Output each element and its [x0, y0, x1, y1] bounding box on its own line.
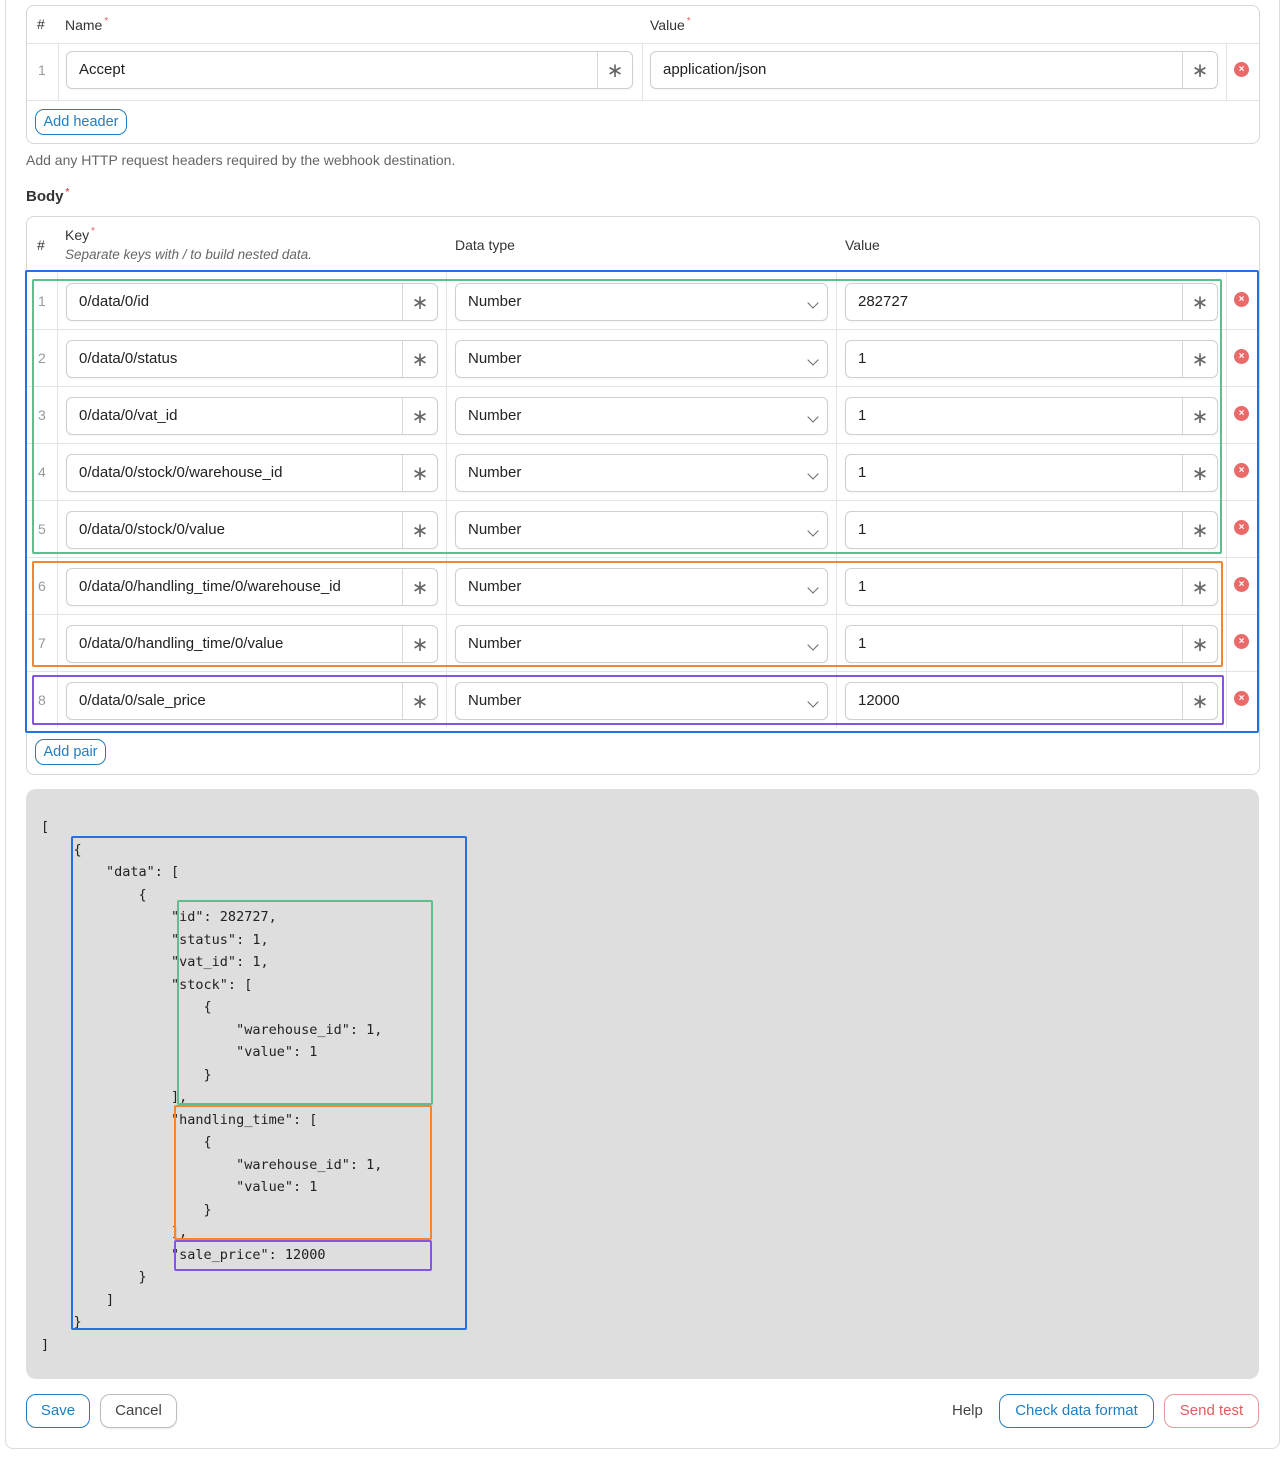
- placeholder-star-icon[interactable]: ∗: [402, 284, 437, 320]
- header-row-number: 1: [38, 62, 46, 78]
- send-test-button[interactable]: Send test: [1164, 1394, 1259, 1428]
- required-marker: *: [91, 226, 96, 237]
- chevron-down-icon: [807, 582, 818, 593]
- placeholder-star-icon[interactable]: ∗: [402, 341, 437, 377]
- column-divider: [446, 443, 447, 500]
- remove-pair-icon[interactable]: ×: [1234, 691, 1249, 706]
- placeholder-star-icon[interactable]: ∗: [402, 683, 437, 719]
- body-value-value: 282727: [858, 293, 909, 310]
- add-header-button[interactable]: Add header: [35, 109, 127, 135]
- column-divider: [446, 614, 447, 671]
- body-key-input[interactable]: [66, 283, 438, 321]
- column-divider: [446, 272, 447, 329]
- json-preview: [26, 789, 1259, 1379]
- body-key-value: 0/data/0/sale_price: [79, 692, 206, 709]
- column-divider: [836, 272, 837, 329]
- data-type-value: Number: [468, 407, 522, 424]
- placeholder-star-icon[interactable]: ∗: [402, 398, 437, 434]
- body-value-input[interactable]: [845, 568, 1218, 606]
- data-type-value: Number: [468, 521, 522, 538]
- body-key-value: 0/data/0/vat_id: [79, 407, 178, 424]
- data-type-select[interactable]: [455, 454, 828, 492]
- save-button[interactable]: Save: [26, 1394, 90, 1428]
- add-pair-button[interactable]: Add pair: [35, 739, 106, 765]
- placeholder-star-icon[interactable]: ∗: [1182, 52, 1217, 88]
- data-type-value: Number: [468, 293, 522, 310]
- column-divider: [57, 671, 58, 728]
- remove-pair-icon[interactable]: ×: [1234, 406, 1249, 421]
- placeholder-star-icon[interactable]: ∗: [1182, 512, 1217, 548]
- data-type-select[interactable]: [455, 283, 828, 321]
- remove-pair-icon[interactable]: ×: [1234, 634, 1249, 649]
- placeholder-star-icon[interactable]: ∗: [1182, 398, 1217, 434]
- data-type-select[interactable]: [455, 568, 828, 606]
- required-marker: *: [104, 16, 109, 27]
- body-row-number: 3: [38, 407, 46, 423]
- column-divider: [57, 329, 58, 386]
- placeholder-star-icon[interactable]: ∗: [402, 512, 437, 548]
- body-row-number: 5: [38, 521, 46, 537]
- column-divider: [836, 614, 837, 671]
- column-divider: [836, 500, 837, 557]
- placeholder-star-icon[interactable]: ∗: [1182, 683, 1217, 719]
- body-value-input[interactable]: [845, 682, 1218, 720]
- column-divider: [446, 671, 447, 728]
- column-divider: [836, 671, 837, 728]
- header-col-value: [650, 16, 691, 33]
- body-col-value: Value: [845, 237, 880, 253]
- placeholder-star-icon[interactable]: ∗: [402, 455, 437, 491]
- header-col-name: [65, 16, 108, 33]
- column-divider: [1226, 671, 1227, 728]
- column-divider: [446, 557, 447, 614]
- column-divider: [446, 386, 447, 443]
- body-row-number: 2: [38, 350, 46, 366]
- body-row-number: 7: [38, 635, 46, 651]
- column-divider: [1226, 557, 1227, 614]
- row-divider: [27, 386, 1257, 387]
- body-row-number: 6: [38, 578, 46, 594]
- data-type-select[interactable]: [455, 625, 828, 663]
- column-divider: [836, 329, 837, 386]
- body-key-input[interactable]: [66, 625, 438, 663]
- chevron-down-icon: [807, 354, 818, 365]
- column-divider: [57, 500, 58, 557]
- column-divider: [836, 443, 837, 500]
- header-col-name-label: Name: [65, 17, 103, 33]
- remove-pair-icon[interactable]: ×: [1234, 463, 1249, 478]
- data-type-select[interactable]: [455, 511, 828, 549]
- body-key-value: 0/data/0/handling_time/0/value: [79, 635, 284, 652]
- chevron-down-icon: [807, 525, 818, 536]
- chevron-down-icon: [807, 639, 818, 650]
- header-col-value-label: Value: [650, 17, 685, 33]
- remove-pair-icon[interactable]: ×: [1234, 577, 1249, 592]
- column-divider: [1226, 443, 1227, 500]
- column-divider: [836, 557, 837, 614]
- body-key-value: 0/data/0/stock/0/warehouse_id: [79, 464, 283, 481]
- body-row-number: 8: [38, 692, 46, 708]
- body-col-type: Data type: [455, 237, 515, 253]
- column-divider: [1226, 386, 1227, 443]
- column-divider: [1226, 272, 1227, 329]
- data-type-value: Number: [468, 464, 522, 481]
- placeholder-star-icon[interactable]: ∗: [1182, 455, 1217, 491]
- body-key-value: 0/data/0/id: [79, 293, 150, 310]
- body-value-value: 1: [858, 407, 867, 424]
- json-preview-code: [ { "data": [ { "id": 282727, "status": 1, "vat_id": 1, "stock": [ { "warehouse_id": 1, "value": 1 } ], "handling_time": [ { "warehouse_id": 1, "value": 1 } ], "sale_price": 12000 } ] } ]: [41, 819, 383, 1353]
- headers-help-text: Add any HTTP request headers required by the webhook destination.: [26, 152, 456, 168]
- header-name-value: Accept: [79, 61, 125, 78]
- data-type-value: Number: [468, 350, 522, 367]
- body-key-input[interactable]: [66, 511, 438, 549]
- remove-header-icon[interactable]: ×: [1234, 62, 1249, 77]
- row-divider: [27, 557, 1257, 558]
- header-value-value: application/json: [663, 61, 767, 78]
- body-key-value: 0/data/0/handling_time/0/warehouse_id: [79, 578, 341, 595]
- data-type-value: Number: [468, 692, 522, 709]
- chevron-down-icon: [807, 297, 818, 308]
- remove-pair-icon[interactable]: ×: [1234, 349, 1249, 364]
- data-type-select[interactable]: [455, 682, 828, 720]
- placeholder-star-icon[interactable]: ∗: [1182, 569, 1217, 605]
- data-type-value: Number: [468, 635, 522, 652]
- body-value-value: 1: [858, 521, 867, 538]
- column-divider: [57, 557, 58, 614]
- body-key-value: 0/data/0/stock/0/value: [79, 521, 225, 538]
- body-value-value: 1: [858, 635, 867, 652]
- row-divider: [27, 500, 1257, 501]
- placeholder-star-icon[interactable]: ∗: [597, 52, 632, 88]
- data-type-value: Number: [468, 578, 522, 595]
- row-divider: [27, 671, 1257, 672]
- data-type-select[interactable]: [455, 397, 828, 435]
- body-row-number: 1: [38, 293, 46, 309]
- chevron-down-icon: [807, 468, 818, 479]
- body-col-key: [65, 226, 95, 243]
- body-key-value: 0/data/0/status: [79, 350, 178, 367]
- column-divider: [446, 500, 447, 557]
- column-divider: [57, 614, 58, 671]
- body-value-input[interactable]: [845, 397, 1218, 435]
- data-type-select[interactable]: [455, 340, 828, 378]
- remove-pair-icon[interactable]: ×: [1234, 520, 1249, 535]
- body-col-key-label: Key: [65, 227, 90, 243]
- chevron-down-icon: [807, 696, 818, 707]
- body-key-input[interactable]: [66, 454, 438, 492]
- header-col-num: #: [37, 16, 45, 32]
- body-value-value: 12000: [858, 692, 900, 709]
- body-section-label: [26, 187, 69, 205]
- required-marker: *: [65, 187, 70, 198]
- body-key-input[interactable]: [66, 340, 438, 378]
- column-divider: [1226, 614, 1227, 671]
- body-value-input[interactable]: [845, 340, 1218, 378]
- body-value-value: 1: [858, 350, 867, 367]
- column-divider: [1226, 329, 1227, 386]
- column-divider: [57, 443, 58, 500]
- chevron-down-icon: [807, 411, 818, 422]
- remove-pair-icon[interactable]: ×: [1234, 292, 1249, 307]
- header-value-input[interactable]: [650, 51, 1218, 89]
- body-key-input[interactable]: [66, 682, 438, 720]
- body-value-input[interactable]: [845, 283, 1218, 321]
- body-value-input[interactable]: [845, 511, 1218, 549]
- body-key-input[interactable]: [66, 397, 438, 435]
- body-value-value: 1: [858, 464, 867, 481]
- body-label-text: Body: [26, 188, 64, 205]
- row-divider: [27, 443, 1257, 444]
- placeholder-star-icon[interactable]: ∗: [1182, 284, 1217, 320]
- placeholder-star-icon[interactable]: ∗: [402, 569, 437, 605]
- body-row-number: 4: [38, 464, 46, 480]
- placeholder-star-icon[interactable]: ∗: [1182, 341, 1217, 377]
- column-divider: [836, 386, 837, 443]
- body-value-input[interactable]: [845, 625, 1218, 663]
- row-divider: [27, 329, 1257, 330]
- placeholder-star-icon[interactable]: ∗: [402, 626, 437, 662]
- required-marker: *: [686, 16, 691, 27]
- body-value-value: 1: [858, 578, 867, 595]
- key-hint: Separate keys with / to build nested data.: [65, 247, 312, 262]
- cancel-button[interactable]: Cancel: [100, 1394, 177, 1428]
- help-link[interactable]: Help: [952, 1402, 983, 1419]
- body-col-num: #: [37, 237, 45, 253]
- column-divider: [57, 386, 58, 443]
- placeholder-star-icon[interactable]: ∗: [1182, 626, 1217, 662]
- header-name-input[interactable]: [66, 51, 633, 89]
- column-divider: [1226, 500, 1227, 557]
- column-divider: [57, 272, 58, 329]
- body-key-input[interactable]: [66, 568, 438, 606]
- body-value-input[interactable]: [845, 454, 1218, 492]
- row-divider: [27, 614, 1257, 615]
- check-data-format-button[interactable]: Check data format: [999, 1394, 1154, 1428]
- column-divider: [446, 329, 447, 386]
